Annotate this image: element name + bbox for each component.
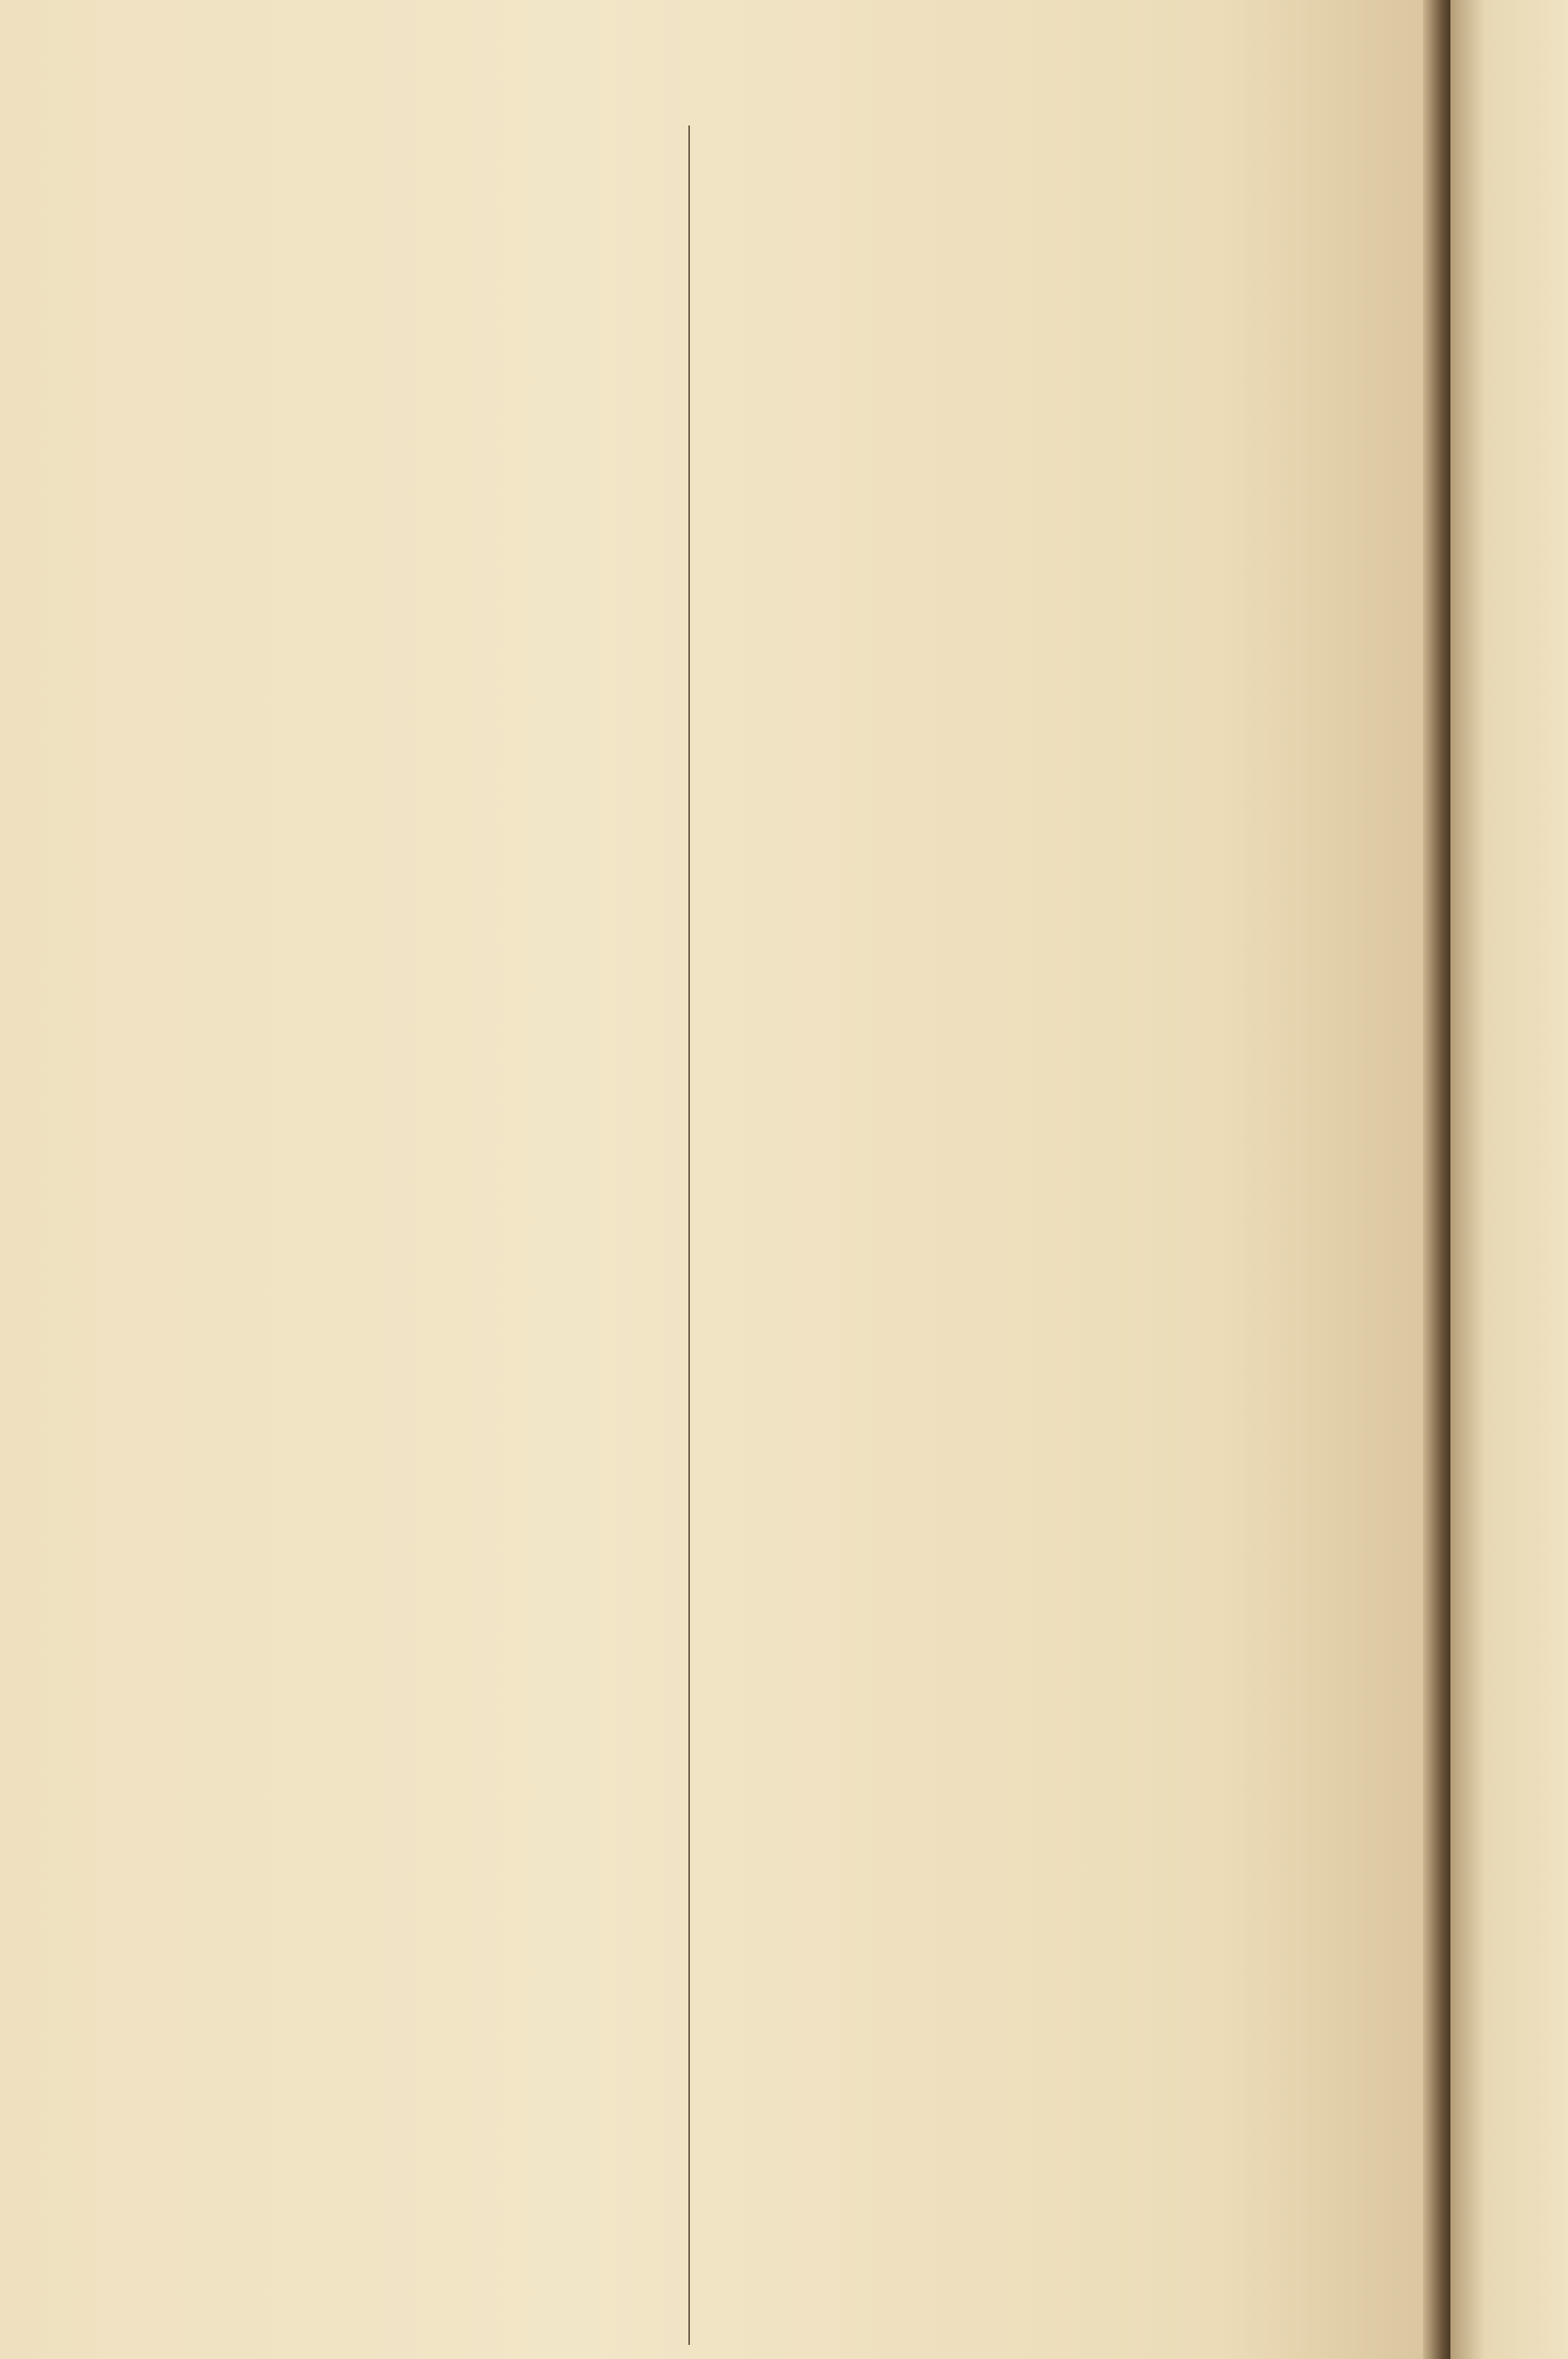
column-divider (688, 125, 690, 2345)
right-text-column (706, 125, 1341, 2345)
running-head (53, 75, 1339, 122)
book-gutter (1423, 0, 1454, 2359)
facing-page-edge (1450, 0, 1568, 2359)
left-text-column (55, 125, 690, 2345)
